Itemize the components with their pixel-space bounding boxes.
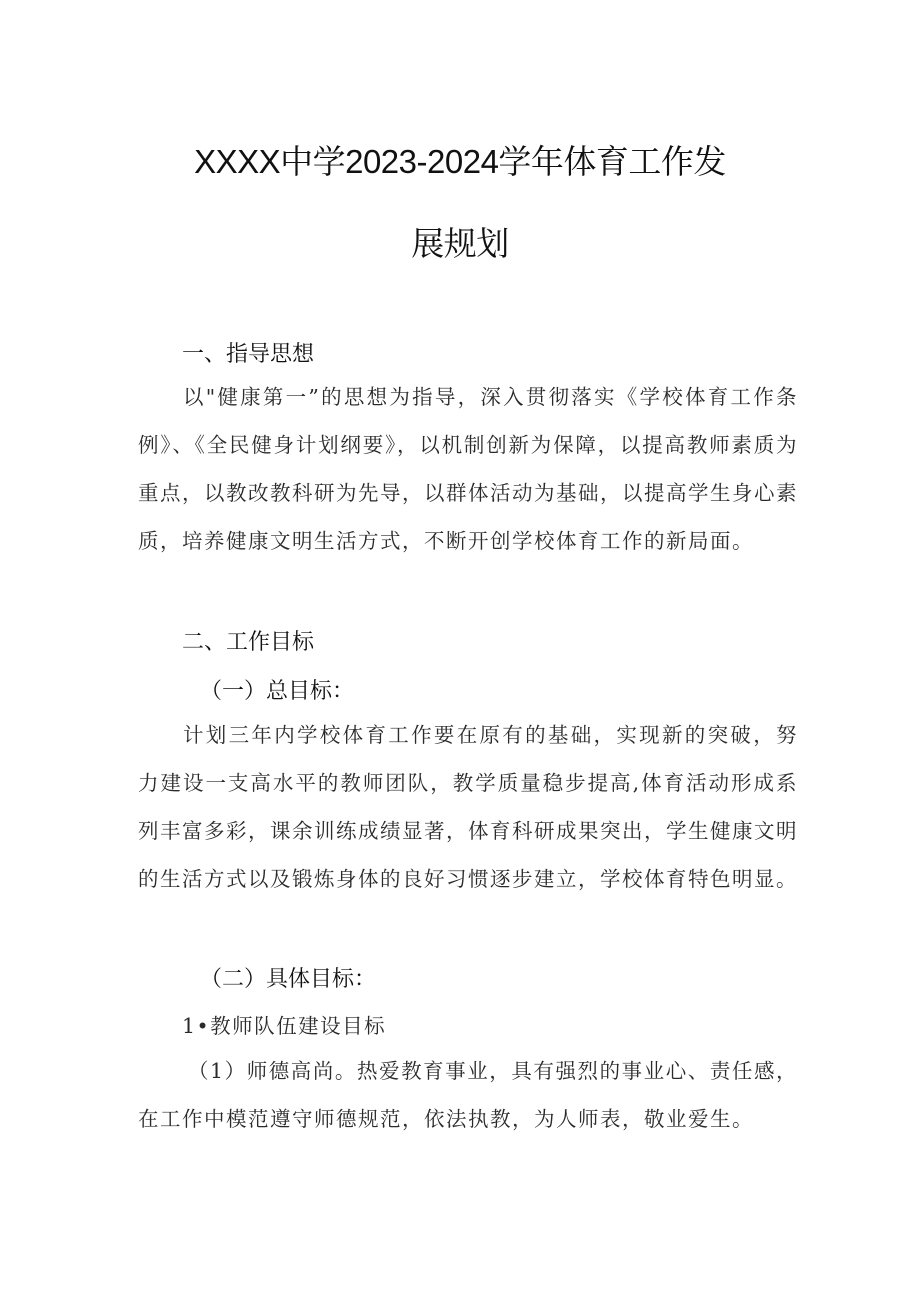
section-heading-guiding-ideology: 一、指导思想	[182, 342, 315, 367]
document-title-line-2: 展规划	[411, 225, 509, 262]
subheading-specific-goals: （二）具体目标：	[200, 967, 377, 992]
teacher-ethics-paragraph: （1）师德高尚。热爱教育事业，具有强烈的事业心、责任感，在工作中模范遵守师德规范，依法执教，为人师表，敬业爱生。	[138, 1059, 798, 1131]
document-title-line-1: XXXX中学2023-2024学年体育工作发	[194, 143, 726, 180]
teacher-team-goal-item: 1•教师队伍建设目标	[182, 1014, 387, 1038]
subheading-overall-goal: （一）总目标：	[200, 679, 355, 704]
section-heading-work-goals: 二、工作目标	[182, 630, 315, 655]
overall-goal-paragraph: 计划三年内学校体育工作要在原有的基础，实现新的突破，努力建设一支高水平的教师团队，教学质量稳步提高,体育活动形成系列丰富多彩，课余训练成绩显著，体育科研成果突出，学生健康文明的生活方式以及锻炼身体的良好习惯逐步建立，学校体育特色明显。	[138, 723, 798, 891]
guiding-ideology-paragraph: 以"健康第一”的思想为指导，深入贯彻落实《学校体育工作条例》、《全民健身计划纲要》，以机制创新为保障，以提高教师素质为重点，以教改教科研为先导，以群体活动为基础，以提高学生身心素质，培养健康文明生活方式，不断开创学校体育工作的新局面。	[138, 385, 798, 553]
